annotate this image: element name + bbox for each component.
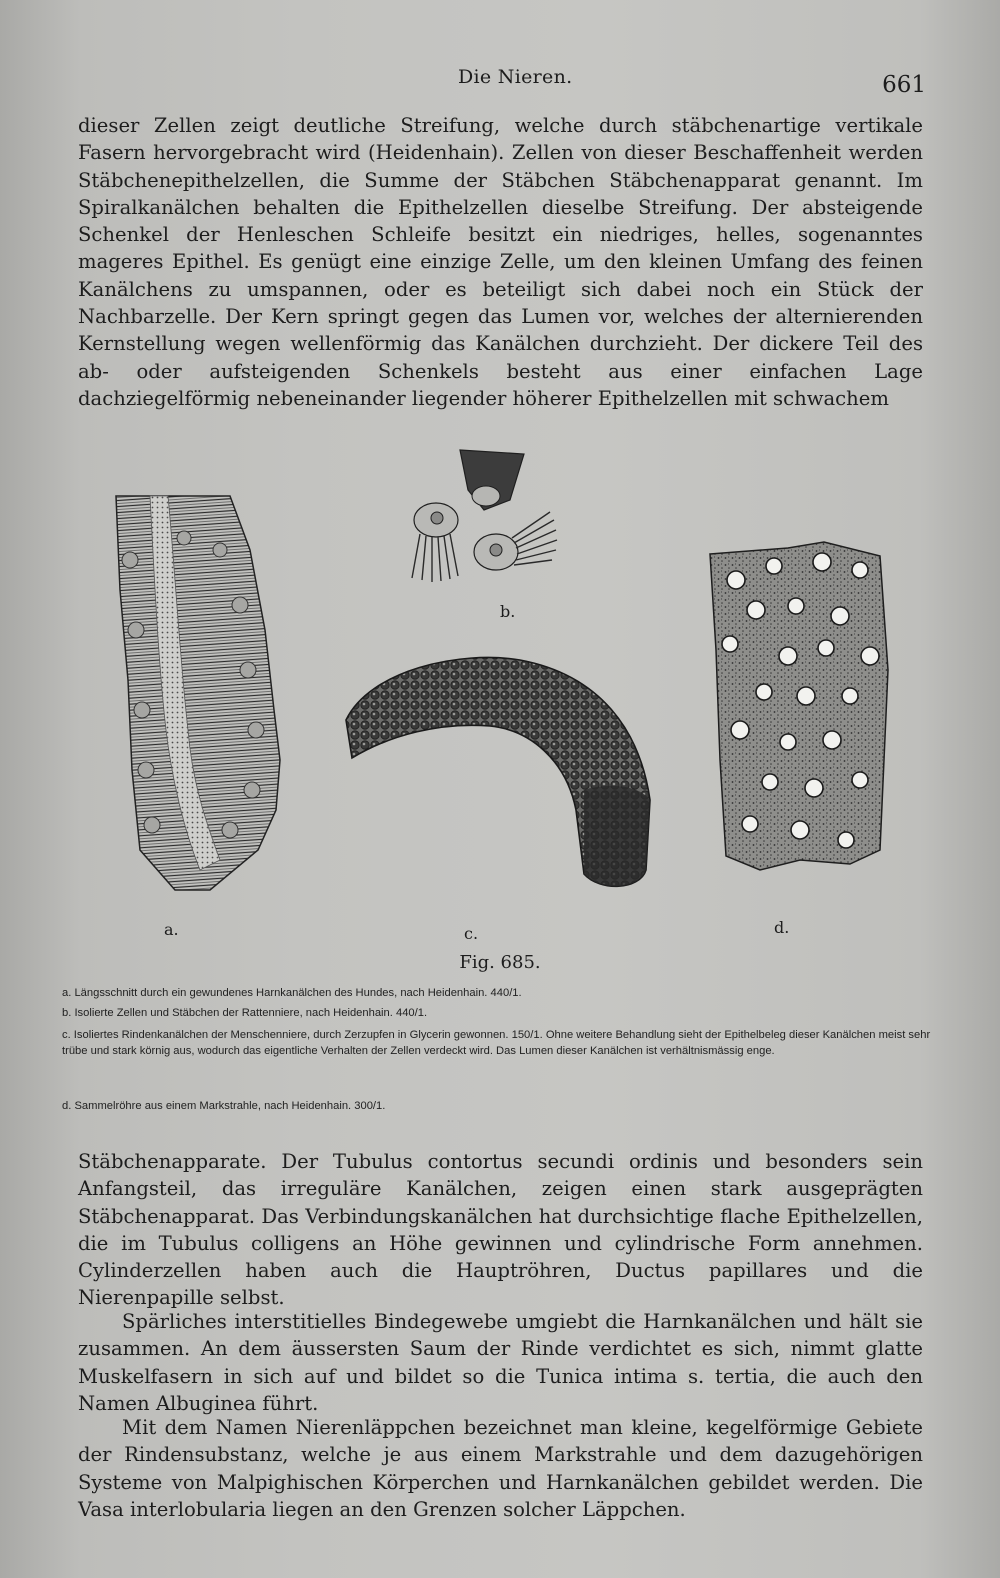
- page-number: 661: [882, 72, 926, 98]
- panel-a-drawing: [116, 496, 280, 890]
- legend-b: b. Isolierte Zellen und Stäbchen der Rattenniere, nach Heidenhain. 440/1.: [62, 1007, 428, 1019]
- panel-b-drawing: [412, 450, 557, 582]
- paragraph-1: dieser Zellen zeigt deutliche Streifung, welche durch stäbchenartige vertikale Fasern hervorgebracht wird (Heidenhain). Zellen von dieser Beschaffenheit werden Stäbchenepithelzellen, die Summe der Stäbchen Stäbchenapparat genannt. Im Spiralkanälchen behalten die Epithelzellen dieselbe Streifung. Der absteigende Schenkel der Henleschen Schleife besitzt ein niedriges, helles, sogenanntes mageres Epithel. Es genügt eine einzige Zelle, um den kleinen Umfang des feinen Kanälchens zu umspannen, oder es beteiligt sich dabei noch ein Stück der Nachbarzelle. Der Kern springt gegen das Lumen vor, welches der alternierenden Kernstellung wegen wellenförmig das Kanälchen durchzieht. Der dickere Teil des ab- oder aufsteigenden Schenkels besteht aus einer einfachen Lage dachziegelförmig nebeneinander liegender höherer Epithelzellen mit schwachem: [78, 114, 923, 410]
- legend-a: a. Längsschnitt durch ein gewundenes Harnkanälchen des Hundes, nach Heidenhain. 440/1.: [62, 987, 522, 999]
- paragraph-2: Stäbchenapparate. Der Tubulus contortus secundi ordinis und besonders sein Anfangsteil, das irreguläre Kanälchen, zeigen einen stark ausgeprägten Stäbchenapparat. Das Verbindungskanälchen hat durchsichtige flache Epithelzellen, die im Tubulus colligens an Höhe gewinnen und cylindrische Form annehmen. Cylinderzellen haben auch die Hauptröhren, Ductus papillares und die Nierenpapille selbst.: [78, 1150, 923, 1310]
- figure-caption: Fig. 685.: [459, 952, 541, 973]
- legend-d: d. Sammelröhre aus einem Markstrahle, nach Heidenhain. 300/1.: [62, 1100, 386, 1112]
- figure-685: [80, 430, 980, 950]
- panel-label-b: b.: [500, 602, 516, 621]
- panel-d-drawing: [710, 542, 888, 870]
- running-head: [0, 64, 1000, 98]
- panel-c-drawing: [346, 658, 650, 887]
- panel-label-a: a.: [164, 920, 179, 939]
- paragraph-3: Spärliches interstitielles Bindegewebe umgiebt die Harnkanälchen und hält sie zusammen. An dem äussersten Saum der Rinde verdichtet es sich, nimmt glatte Muskelfasern in sich auf und bildet so die Tunica intima s. tertia, die auch den Namen Albuginea führt.: [78, 1310, 923, 1415]
- running-title: Die Nieren.: [458, 66, 573, 88]
- panel-label-c: c.: [464, 924, 479, 943]
- figure-illustration: [80, 430, 980, 950]
- legend-c: c. Isoliertes Rindenkanälchen der Menschenniere, durch Zerzupfen in Glycerin gewonnen. 150/1. Ohne weitere Behandlung sieht der Epithelbeleg dieser Kanälchen meist sehr trübe und stark körnig aus, wodurch das eigentliche Verhalten der Zellen verdeckt wird. Das Lumen dieser Kanälchen ist verhältnismässig enge.: [62, 1029, 931, 1057]
- panel-label-d: d.: [774, 918, 790, 937]
- paragraph-4: Mit dem Namen Nierenläppchen bezeichnet man kleine, kegelförmige Gebiete der Rindensubstanz, welche je aus einem Markstrahle und dem dazugehörigen Systeme von Malpighischen Körperchen und Harnkanälchen gebildet werden. Die Vasa interlobularia liegen an den Grenzen solcher Läppchen.: [78, 1416, 923, 1521]
